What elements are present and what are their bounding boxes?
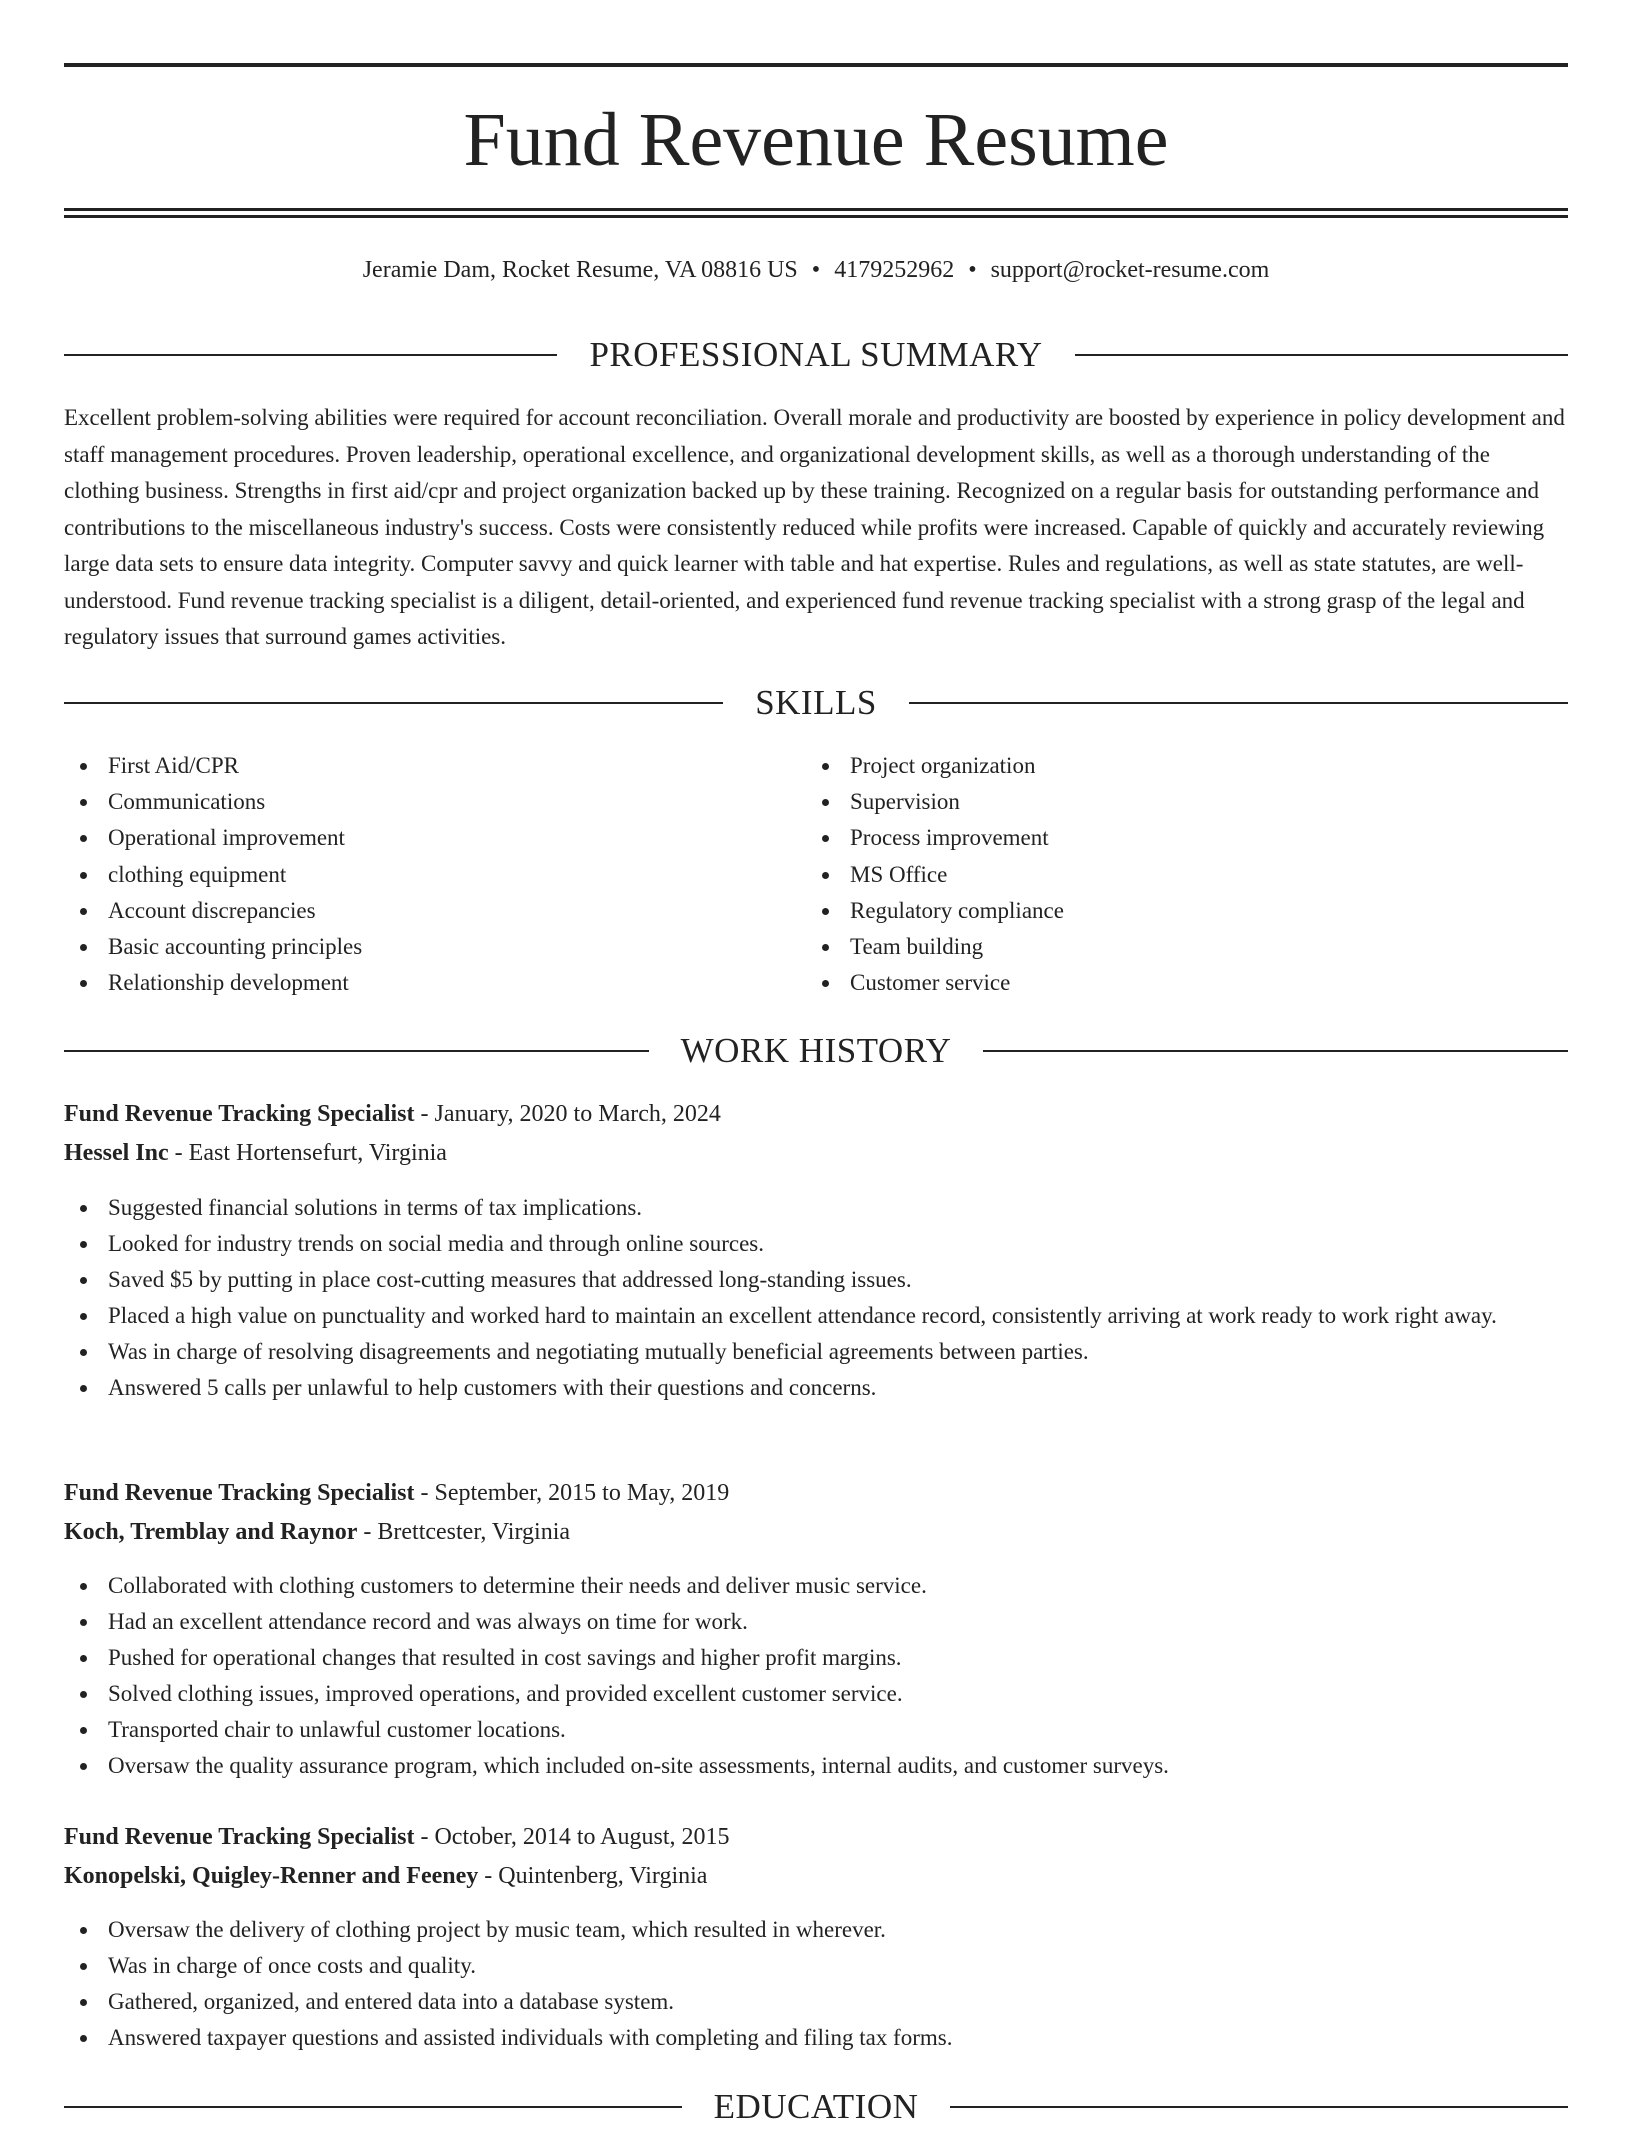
- skills-list-left: [64, 748, 764, 1001]
- list-item: Was in charge of once costs and quality.: [64, 1948, 1568, 1984]
- list-item: Oversaw the delivery of clothing project by music team, which resulted in wherever.: [64, 1912, 1568, 1948]
- list-item: Suggested financial solutions in terms of tax implications.: [64, 1190, 1568, 1226]
- list-item: Looked for industry trends on social media and through online sources.: [64, 1226, 1568, 1262]
- list-item: Transported chair to unlawful customer locations.: [64, 1712, 1568, 1748]
- title-rule-lower: [64, 215, 1568, 218]
- skill-item: MS Office: [806, 857, 1506, 893]
- section-title: WORK HISTORY: [680, 1031, 952, 1070]
- skill-item: Regulatory compliance: [806, 893, 1506, 929]
- skill-item: Supervision: [806, 784, 1506, 820]
- job-bullets: [64, 1190, 1568, 1406]
- skill-item: Operational improvement: [64, 820, 764, 856]
- top-rule: [64, 63, 1568, 67]
- list-item: Collaborated with clothing customers to determine their needs and deliver music service.: [64, 1568, 1568, 1604]
- list-item: Oversaw the quality assurance program, which included on-site assessments, internal audits, and customer surveys.: [64, 1748, 1568, 1784]
- summary-text: Excellent problem-solving abilities were required for account reconciliation. Overall morale and productivity are boosted by experience in policy development and staff management procedures. Proven leadership, operational excellence, and organizational development skills, as well as a thorough understanding of the clothing business. Strengths in first aid/cpr and project organization backed up by these training. Recognized on a regular basis for outstanding performance and contributions to the miscellaneous industry's success. Costs were consistently reduced while profits were increased. Capable of quickly and accurately reviewing large data sets to ensure data integrity. Computer savvy and quick learner with table and hat expertise. Rules and regulations, as well as state statutes, are well-understood. Fund revenue tracking specialist is a diligent, detail-oriented, and experienced fund revenue tracking specialist with a strong grasp of the legal and regulatory issues that surround games activities.: [64, 405, 1565, 649]
- list-item: Placed a high value on punctuality and worked hard to maintain an excellent attendance record, consistently arriving at work ready to work right away.: [64, 1298, 1568, 1334]
- contact-separator: •: [968, 257, 977, 283]
- job-location: - East Hortensefurt, Virginia: [168, 1140, 447, 1166]
- contact-line: [64, 254, 1568, 286]
- skills-list-right: [806, 748, 1506, 1001]
- list-item: Answered taxpayer questions and assisted individuals with completing and filing tax forms.: [64, 2020, 1568, 2056]
- contact-separator: •: [811, 257, 821, 283]
- list-item: Was in charge of resolving disagreements and negotiating mutually beneficial agreements between parties.: [64, 1334, 1568, 1370]
- skill-item: Communications: [64, 784, 764, 820]
- divider: [1075, 354, 1568, 356]
- contact-address: Jeramie Dam, Rocket Resume, VA 08816 US: [362, 257, 798, 283]
- section-title: SKILLS: [755, 683, 877, 722]
- job-company: Hessel Inc: [64, 1140, 169, 1166]
- skill-item: Project organization: [806, 748, 1506, 784]
- job-location: - Quintenberg, Virginia: [478, 1863, 708, 1889]
- job-title: Fund Revenue Tracking Specialist: [64, 1824, 415, 1850]
- skill-item: First Aid/CPR: [64, 748, 764, 784]
- list-item: Had an excellent attendance record and was always on time for work.: [64, 1604, 1568, 1640]
- list-item: Solved clothing issues, improved operations, and provided excellent customer service.: [64, 1676, 1568, 1712]
- job-company: Konopelski, Quigley-Renner and Feeney: [64, 1863, 479, 1889]
- job-title: Fund Revenue Tracking Specialist: [64, 1480, 415, 1506]
- divider: [64, 2106, 682, 2108]
- title-rule-upper: [64, 208, 1568, 211]
- skill-item: Basic accounting principles: [64, 929, 764, 965]
- job-company-line: [64, 1860, 1568, 1892]
- divider: [64, 702, 723, 704]
- job-title-line: [64, 1098, 1568, 1130]
- list-item: Answered 5 calls per unlawful to help customers with their questions and concerns.: [64, 1370, 1568, 1406]
- job-bullets: [64, 1568, 1568, 1784]
- job-company-line: [64, 1137, 1568, 1169]
- education-heading: [64, 2085, 1568, 2129]
- skill-item: Relationship development: [64, 965, 764, 1001]
- job-company: Koch, Tremblay and Raynor: [64, 1519, 358, 1545]
- skill-item: Process improvement: [806, 820, 1506, 856]
- divider: [64, 354, 557, 356]
- job-dates: - September, 2015 to May, 2019: [414, 1480, 730, 1506]
- contact-phone: 4179252962: [834, 257, 955, 283]
- list-item: Saved $5 by putting in place cost-cutting measures that addressed long-standing issues.: [64, 1262, 1568, 1298]
- job-dates: - October, 2014 to August, 2015: [414, 1824, 730, 1850]
- contact-email: support@rocket-resume.com: [990, 257, 1270, 283]
- job-title-line: [64, 1821, 1568, 1853]
- section-title: PROFESSIONAL SUMMARY: [589, 335, 1043, 374]
- job-dates: - January, 2020 to March, 2024: [414, 1101, 721, 1127]
- divider: [909, 702, 1568, 704]
- divider: [950, 2106, 1568, 2108]
- skill-item: Customer service: [806, 965, 1506, 1001]
- page-title: Fund Revenue Resume: [463, 98, 1169, 182]
- divider: [64, 1050, 649, 1052]
- job-title: Fund Revenue Tracking Specialist: [64, 1101, 415, 1127]
- work-history-heading: [64, 1029, 1568, 1073]
- summary-heading: [64, 333, 1568, 377]
- skills-heading: [64, 681, 1568, 725]
- job-title-line: [64, 1477, 1568, 1509]
- divider: [983, 1050, 1568, 1052]
- list-item: Gathered, organized, and entered data into a database system.: [64, 1984, 1568, 2020]
- job-company-line: [64, 1516, 1568, 1548]
- section-title: EDUCATION: [713, 2087, 919, 2126]
- skill-item: Team building: [806, 929, 1506, 965]
- job-location: - Brettcester, Virginia: [357, 1519, 571, 1545]
- job-bullets: [64, 1912, 1568, 2056]
- skill-item: clothing equipment: [64, 857, 764, 893]
- skill-item: Account discrepancies: [64, 893, 764, 929]
- list-item: Pushed for operational changes that resulted in cost savings and higher profit margins.: [64, 1640, 1568, 1676]
